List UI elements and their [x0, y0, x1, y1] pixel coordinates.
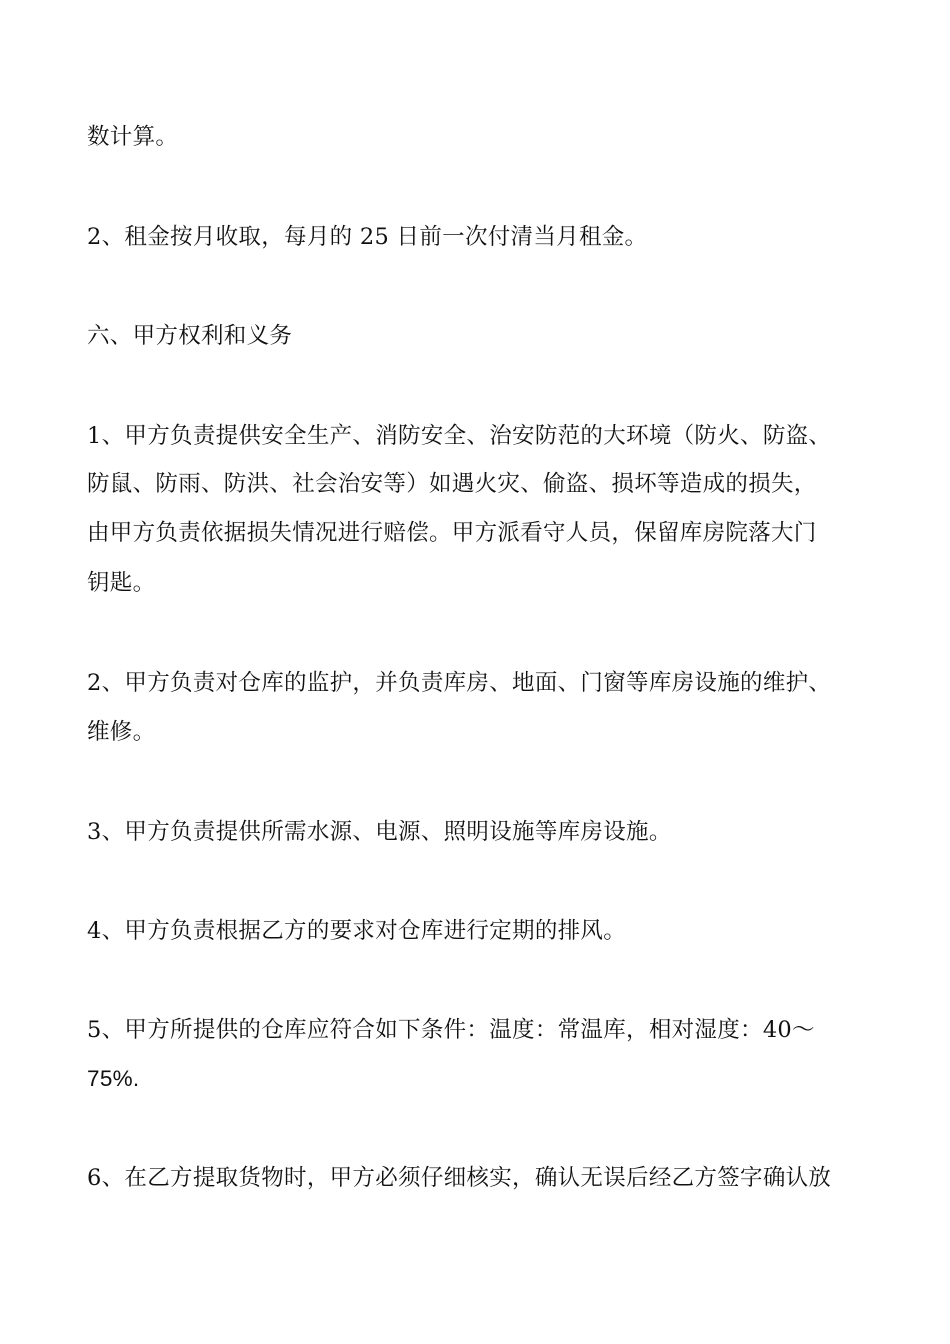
text-line-4: 1、甲方负责提供安全生产、消防安全、治安防范的大环境（防火、防盗、: [87, 423, 832, 449]
text-line-5: 防鼠、防雨、防洪、社会治安等）如遇火灾、偷盗、损坏等造成的损失，: [87, 471, 817, 497]
text-line-10: 3、甲方负责提供所需水源、电源、照明设施等库房设施。: [87, 819, 672, 845]
text-line-8: 2、甲方负责对仓库的监护，并负责库房、地面、门窗等库房设施的维护、: [87, 670, 832, 696]
text-line-13: 75%.: [87, 1066, 140, 1091]
text-line-14: 6、在乙方提取货物时，甲方必须仔细核实，确认无误后经乙方签字确认放: [87, 1165, 832, 1191]
text-line-2: 2、租金按月收取，每月的 25 日前一次付清当月租金。: [87, 224, 648, 250]
text-line-1: 数计算。: [87, 124, 179, 150]
text-line-11: 4、甲方负责根据乙方的要求对仓库进行定期的排风。: [87, 918, 627, 944]
text-line-12: 5、甲方所提供的仓库应符合如下条件：温度：常温库，相对湿度：40～: [87, 1017, 815, 1043]
text-line-6: 由甲方负责依据损失情况进行赔偿。甲方派看守人员，保留库房院落大门: [87, 520, 817, 546]
text-line-7: 钥匙。: [87, 570, 156, 596]
text-line-9: 维修。: [87, 719, 156, 745]
section-heading: 六、甲方权利和义务: [87, 323, 293, 349]
